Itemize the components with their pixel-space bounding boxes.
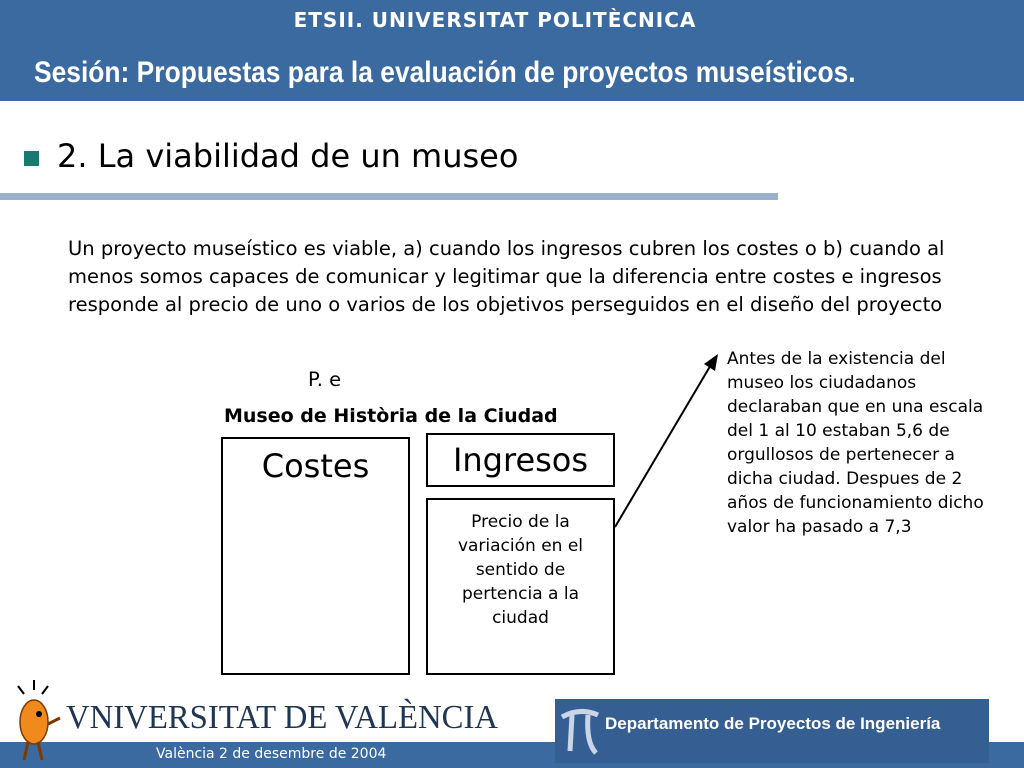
university-logo-text: VNIVERSITAT DE VALÈNCIA <box>66 699 499 736</box>
university-logo <box>66 696 506 736</box>
institution-title: ETSII. UNIVERSITAT POLITÈCNICA <box>293 8 697 32</box>
footer-date: València 2 de desembre de 2004 <box>156 746 387 762</box>
note-text: Antes de la existencia del museo los ciudadanos declaraban que en una escala del 1 al 10 estaban 5,6 de orgullosos de pertenecer a dicha ciudad. Despues de 2 años de funcionamiento dicho valor ha pasado a 7,3 <box>727 349 984 537</box>
costes-label: Costes <box>261 447 370 485</box>
museum-title: Museo de Història de la Ciudad <box>224 405 558 427</box>
department-label: Departamento de Proyectos de Ingeniería <box>605 714 941 733</box>
mascot-icon <box>8 678 64 766</box>
pi-icon <box>558 703 602 759</box>
section-title: 2. La viabilidad de un museo <box>57 137 519 175</box>
example-label: P. e <box>308 368 342 391</box>
precio-text: Precio de la variación en el sentido de pertencia a la ciudad <box>457 512 584 628</box>
intro-paragraph: Un proyecto museístico es viable, a) cuando los ingresos cubren los costes o b) cuando al menos somos capaces de comunicar y legitimar que la diferencia entre costes e ingresos responde al precio de uno o varios de los objetivos perseguidos en el diseño del proyecto <box>68 237 945 316</box>
ingresos-label: Ingresos <box>452 441 589 479</box>
session-title: Sesión: Propuestas para la evaluación de proyectos museísticos. <box>34 56 856 89</box>
